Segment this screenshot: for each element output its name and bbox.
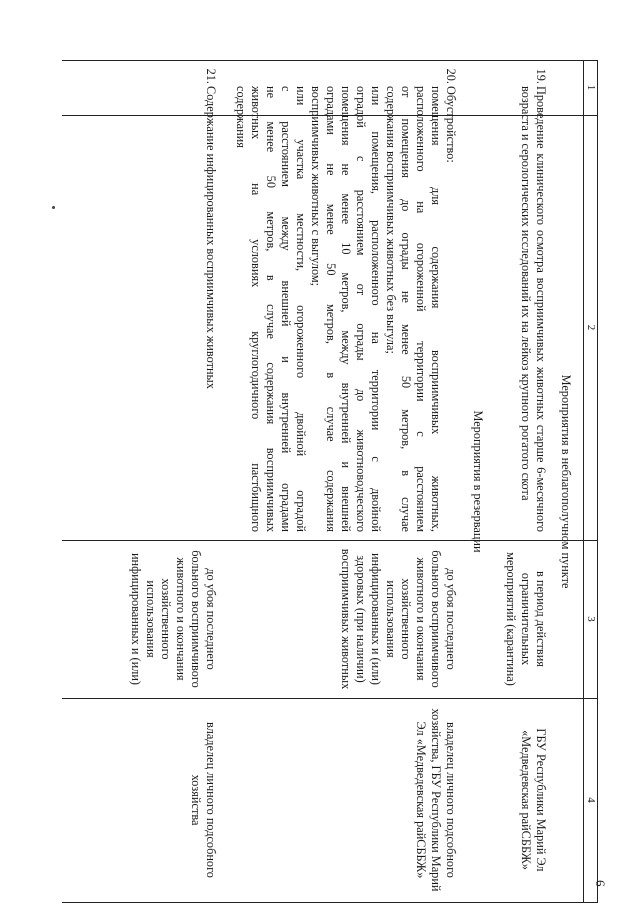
row-20-term: до убоя последнего больного восприимчивого животного и окончания хозяйственного использования инфицированных и (или) здоровых (при наличии) восприимчивых животных [339,548,458,690]
row-20-number: 20. [444,68,458,84]
row-20-measure-line: помещения для содержания восприимчивых животных, [429,86,443,532]
row-20-measure-line: или помещения, расположенного на территории с двойной [369,86,383,532]
column-divider-2 [62,540,598,541]
column-header-1: 1 [585,84,597,91]
column-divider-3 [62,698,598,699]
row-19-measure: Проведение клинического осмотра восприимчивых животных старше 6-месячного возраста и серологических исследований их на лейкоз крупного рогатого скота [519,86,548,532]
row-20-responsible: владелец личного подсобного хозяйства, ГБУ Республики Марий Эл «Медведевская райСББЖ» [414,708,458,892]
row-20-measure-line: оградой с расстоянием от ограды до животноводческого [354,86,368,532]
row-20-measure-line: или участка местности, огороженного двойной оградой [294,86,308,532]
row-20-measure-line: не менее 50 метров, в случае содержания восприимчивых [264,86,278,532]
page-number: 6 [593,880,608,887]
row-20-measure [233,86,458,532]
table-border-right [62,902,598,903]
section-title-reservation: Мероприятия в резервации [471,410,485,553]
row-20-measure-line: восприимчивых животных с выгулом; [309,86,323,287]
column-header-2: 2 [585,324,597,331]
row-19-term: в период действия ограничительных мероприятий (карантина) [504,552,548,686]
table-border-top [597,60,598,903]
row-20-measure-line: расположенного на огороженной территории с расстоянием [414,86,428,532]
row-20-measure-line: Обустройство: [444,86,458,163]
measures-table [62,60,598,903]
row-21-measure: Содержание инфицированных восприимчивых животных [204,86,218,389]
row-20-measure-line: помещения не менее 10 метров, между внутренней и внешней [339,86,353,532]
scan-dot [52,206,55,209]
section-title-unfavorable-point: Мероприятия в неблагополучном пункте [559,374,573,589]
column-header-3: 3 [585,616,597,622]
row-20-measure-line: с расстоянием между внешней и внутренней оградами [279,86,293,532]
row-20-measure-line: животных на условиях круглогодичного пастбищного [249,86,263,532]
column-header-4: 4 [585,797,597,803]
row-19-number: 19. [534,68,548,84]
row-20-measure-line: содержания [234,86,248,148]
row-20-measure-line: оградами не менее 50 метров, в случае содержания [324,86,338,532]
row-21-responsible: владелец личного подсобного хозяйства [189,722,218,878]
table-border-left [62,60,598,61]
row-20-measure-line: от помещения до ограды не менее 50 метров, в случае [399,86,413,532]
row-20-measure-line: содержания восприимчивых животных без выгула; [384,86,398,354]
row-21-term: до убоя последнего больного восприимчивого животного и окончания хозяйственного использования инфицированных и (или) [129,550,218,688]
row-19-responsible: ГБУ Республики Марий Эл «Медведевская райСББЖ» [519,728,548,872]
row-21-number: 21. [204,68,218,84]
